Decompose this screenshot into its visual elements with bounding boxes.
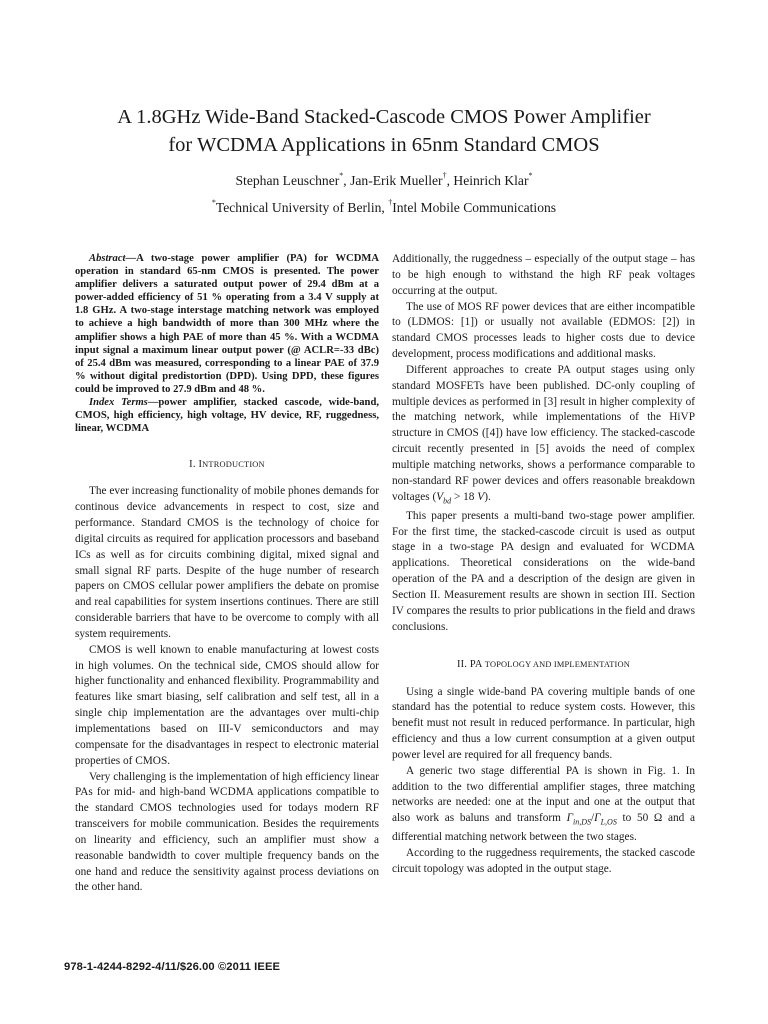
author-mark: † xyxy=(442,171,447,181)
paragraph-text: > 18 xyxy=(451,490,478,503)
math-symbol: Γ xyxy=(594,812,601,825)
section-numeral: II. xyxy=(456,658,468,670)
affiliation-mark: † xyxy=(388,198,393,208)
paragraph: This paper presents a multi-band two-stage power amplifier. For the first time, the stacked-cascode circuit is used as output stage in a two-stage PA design and evaluated for WCDMA applications. Theoretical considerations on the wide-band operation of the PA and a description of the design are given in Section II. Measurement results are shown in section III. Section IV compares the results to prior publications in the field and draws conclusions. xyxy=(392,509,695,633)
separator: , xyxy=(446,173,454,188)
section-abbr: PA xyxy=(469,658,483,670)
index-terms-text: power amplifier, stacked cascode, wide-band, CMOS, high efficiency, high voltage, HV device, RF, ruggedness, linear, WCDMA xyxy=(75,397,379,435)
author-name: Heinrich Klar xyxy=(453,173,529,188)
author-name: Jan-Erik Mueller xyxy=(350,173,443,188)
slash: / xyxy=(591,812,595,825)
paragraph-text: Different approaches to create PA output stages using only standard MOSFETs have been published. DC-only coupling of multiple devices as performed in [3] result in higher complexity of the matching network, while implementations of the HiVP structure in CMOS ([4]) have low efficiency. The stacked-cascode circuit recently presented in [5] avoids the need of complex multiple matching networks, shows a performance comparable to non-standard RF power devices and offers reasonable breakdown voltages ( xyxy=(392,363,695,503)
section-numeral: I. xyxy=(189,459,196,471)
paper-title xyxy=(40,103,728,159)
paragraph-text: to 50 Ω and a differential matching network between the two stages. xyxy=(392,812,695,844)
right-column xyxy=(392,252,695,878)
affiliation-mark: * xyxy=(211,198,216,208)
author-list xyxy=(40,172,728,190)
math-subscript: bd xyxy=(443,495,452,505)
math-symbol: Γ xyxy=(566,812,574,825)
index-terms-label: Index Terms xyxy=(89,397,148,409)
abstract xyxy=(75,252,379,396)
paragraph xyxy=(392,363,695,509)
section-title-rest: NTRODUCTION xyxy=(202,460,265,470)
paragraph-text: A generic two stage differential PA is shown in Fig. 1. In addition to the two differential amplifier stages, three matching networks are needed: one at the input and one at the output that also work as baluns and transform xyxy=(392,764,695,825)
paragraph: Very challenging is the implementation of high efficiency linear PAs for mid- and high-band WCDMA applications compatible to the standard CMOS technologies used for todays modern RF transceivers for mobile communication. Besides the requirements on linearity and efficiency, such an amplifier must show a reasonable bandwidth to cover multiple frequency bands on the one hand and reduce the sensitivity against process deviations on the other hand. xyxy=(75,770,379,894)
affiliation-1: Technical University of Berlin, xyxy=(215,200,389,215)
math-subscript: L,OS xyxy=(600,817,617,827)
section-initial: I xyxy=(198,459,203,471)
dash: — xyxy=(125,253,137,264)
paragraph: The ever increasing functionality of mobile phones demands for continous device advancements in respect to cost, size and performance. Standard CMOS is the technology of choice for digital circuits as required for application processors and baseband ICs as well as for circuits combining digital, mixed signal and small signal RF parts. Despite of the huge number of research papers on CMOS cellular power amplifiers the debate on promise and real capabilities for system insertions continues. There are still considerable barriers that have to be overcome to comply with all system requirements. xyxy=(75,485,379,640)
paragraph: Additionally, the ruggedness – especially of the output stage – has to be high enough to withstand the high RF peak voltages occurring at the output. xyxy=(392,253,695,297)
title-line-2: for WCDMA Applications in 65nm Standard CMOS xyxy=(168,134,600,156)
math-subscript: in,DS xyxy=(573,817,592,827)
paragraph: Using a single wide-band PA covering multiple bands of one standard has the potential to reduce system costs. However, this benefit must not result in reduced performance. In particular, high efficiency and thus a low current consumption at a given output power level are required for all frequency bands. xyxy=(392,685,695,761)
math-variable: V xyxy=(436,490,444,503)
affiliation-2: Intel Mobile Communications xyxy=(392,200,557,215)
left-column xyxy=(75,252,379,896)
author-name: Stephan Leuschner xyxy=(235,173,340,188)
author-mark: * xyxy=(339,171,344,181)
separator: , xyxy=(343,173,351,188)
paragraph: The use of MOS RF power devices that are either incompatible to (LDMOS: [1]) or usually not available (EDMOS: [2]) in standard CMOS processes leads to higher costs due to device development, process modifications and additional masks. xyxy=(392,300,695,361)
index-terms xyxy=(75,396,379,435)
abstract-label: Abstract xyxy=(89,253,126,264)
author-mark: * xyxy=(528,171,533,181)
paragraph xyxy=(392,764,695,846)
dash: — xyxy=(147,397,159,409)
paragraph-text: ). xyxy=(484,490,491,503)
section-heading-introduction xyxy=(75,458,379,472)
paragraph: According to the ruggedness requirements, the stacked cascode circuit topology was adopted in the output stage. xyxy=(392,847,695,876)
affiliations xyxy=(40,199,728,217)
math-variable: V xyxy=(477,490,485,503)
abstract-text: A two-stage power amplifier (PA) for WCDMA operation in standard 65-nm CMOS is presented. The power amplifier delivers a saturated output power of 29.4 dBm at a power-added efficiency of 51 % operating from a 3.4 V supply at 1.8 GHz. A two-stage interstage matching network was employed to achieve a high bandwidth of more than 300 MHz where the amplifier shows a high PAE of more than 45 %. With a WCDMA input signal a maximum linear output power (@ ACLR=-33 dBc) of 25.4 dBm was measured, corresponding to a linear PAE of 37.9 % without digital predistortion (DPD). Using DPD, these figures could be improved to 27.9 dBm and 48 %. xyxy=(75,253,379,395)
paragraph: CMOS is well known to enable manufacturing at lowest costs in high volumes. On the technical side, CMOS should allow for higher functionality and enhanced flexibility. Programmability and features like smart biasing, self calibration and self test, all in a single chip implementation are the advantages over multi-chip implementations based on III-V semiconductors and may compensate for the disadvantages in respect to electronic material properties of CMOS. xyxy=(75,643,379,767)
section-heading-pa-topology xyxy=(392,658,695,672)
copyright-footer: 978-1-4244-8292-4/11/$26.00 ©2011 IEEE xyxy=(64,961,281,973)
section-title-rest: TOPOLOGY AND IMPLEMENTATION xyxy=(482,659,631,669)
title-line-1: A 1.8GHz Wide-Band Stacked-Cascode CMOS Power Amplifier xyxy=(117,106,651,128)
